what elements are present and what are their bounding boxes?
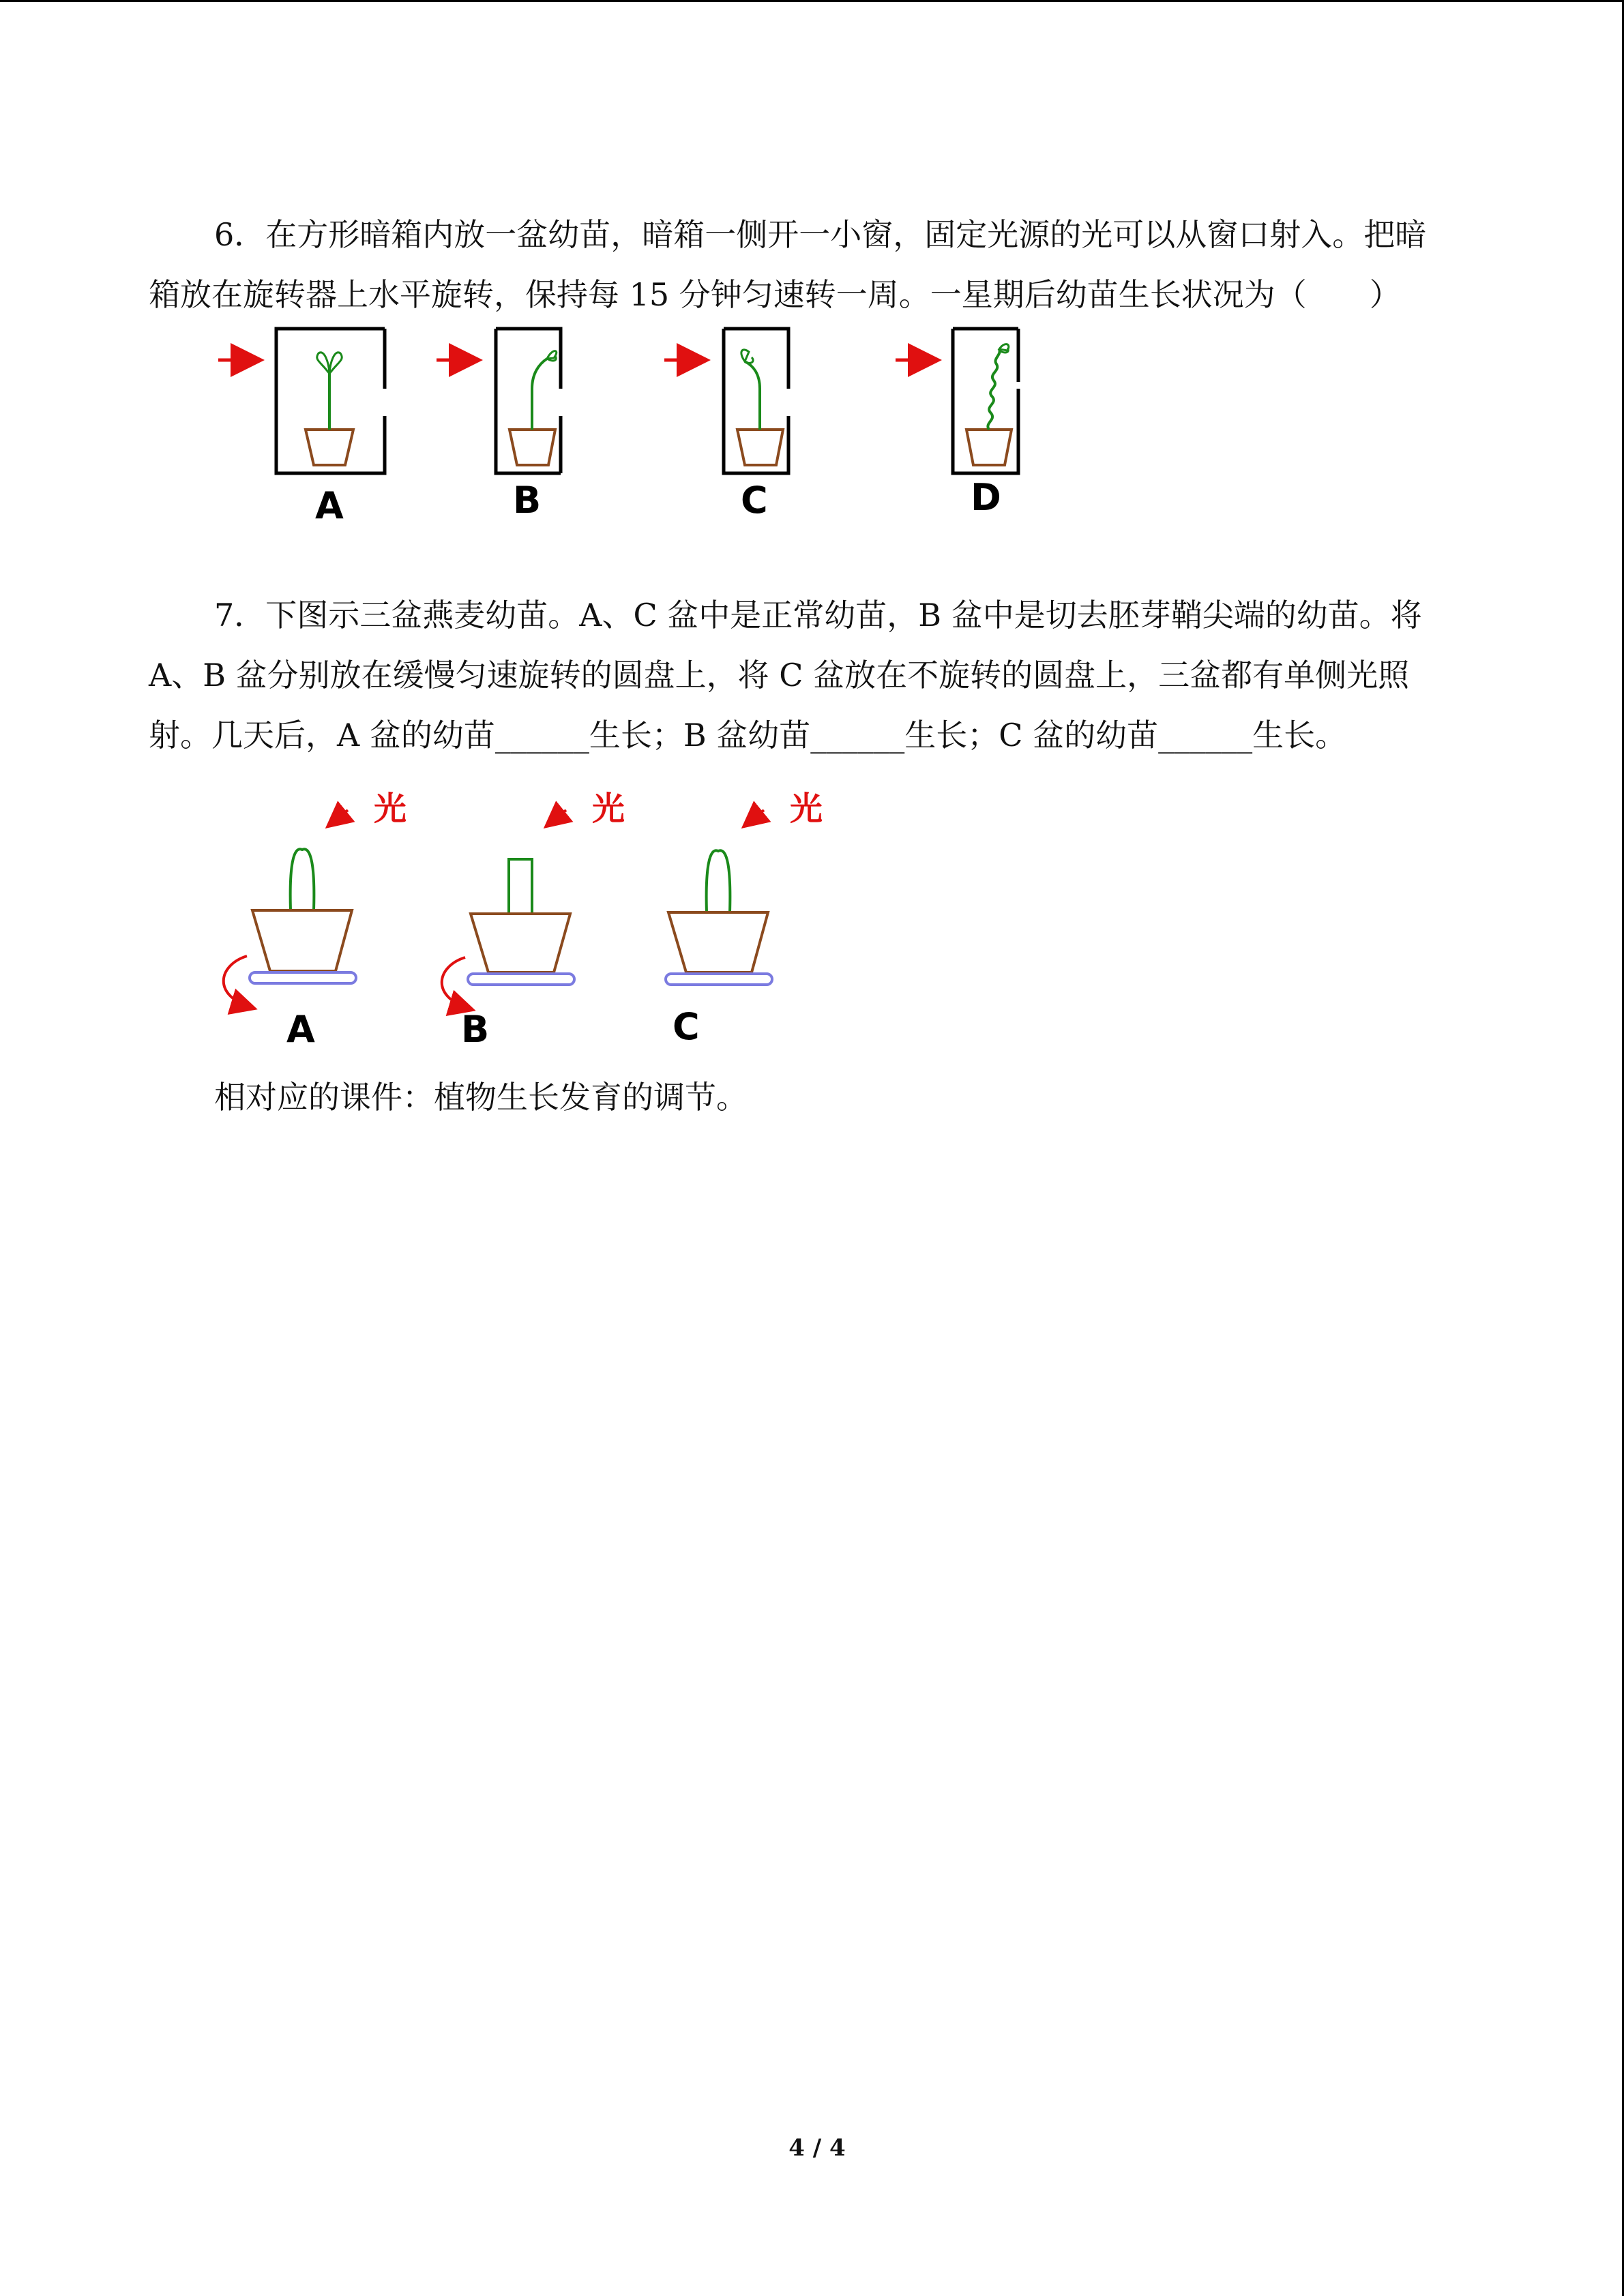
pot-label-c: C (673, 1005, 700, 1048)
oat-pot-c (666, 790, 823, 1048)
figure-label-a: A (315, 484, 344, 527)
cut-coleoptile-icon (509, 859, 532, 914)
turntable-icon (666, 974, 772, 985)
question-6-figure (211, 320, 1098, 532)
light-arrow-icon (548, 810, 566, 825)
pot-icon (252, 910, 352, 971)
pot-icon (306, 430, 353, 465)
coleoptile-icon (291, 849, 314, 910)
pot-icon (966, 430, 1012, 465)
pot-icon (668, 912, 768, 972)
light-label-a: 光 (374, 790, 407, 828)
light-arrow-icon (329, 810, 348, 825)
figure-box-d (896, 329, 1018, 519)
question-7-figure (205, 791, 887, 1050)
page-number: 4 / 4 (788, 2134, 846, 2162)
pot-label-b: B (461, 1008, 490, 1051)
light-label-b: 光 (592, 790, 625, 828)
light-label-c: 光 (790, 790, 823, 828)
figure-box-b (437, 329, 561, 522)
figure-box-c (664, 329, 788, 522)
coleoptile-icon (707, 850, 730, 912)
figure-label-d: D (971, 476, 1001, 519)
question-6-line-2: 箱放在旋转器上水平旋转，保持每 15 分钟匀速转一周。一星期后幼苗生长状况为（ ） (149, 276, 1401, 313)
figure-label-c: C (741, 479, 768, 522)
figure-label-b: B (513, 479, 542, 522)
question-7-line-2: A、B 盆分别放在缓慢匀速旋转的圆盘上，将 C 盆放在不旋转的圆盘上，三盆都有单侧光照 (149, 657, 1410, 694)
pot-icon (737, 430, 783, 465)
seedling-icon (988, 349, 999, 430)
oat-pot-b (442, 790, 625, 1051)
rotation-arrow-icon (442, 957, 471, 1009)
question-6-line-1: 6．在方形暗箱内放一盆幼苗，暗箱一侧开一小窗，固定光源的光可以从窗口射入。把暗 (214, 216, 1427, 253)
turntable-icon (250, 972, 356, 983)
question-6 (149, 205, 1486, 325)
pot-label-a: A (286, 1008, 315, 1051)
question-7 (149, 585, 1486, 765)
light-arrow-icon (745, 810, 764, 825)
figure-box-a (218, 329, 385, 527)
pot-icon (510, 430, 555, 465)
oat-pot-a (224, 790, 407, 1051)
question-7-line-3: 射。几天后，A 盆的幼苗______生长；B 盆幼苗______生长；C 盆的幼苗______生长。 (149, 717, 1347, 754)
seedling-icon (532, 359, 547, 430)
turntable-icon (468, 974, 574, 985)
courseware-note: 相对应的课件：植物生长发育的调节。 (214, 1079, 748, 1116)
rotation-arrow-icon (224, 956, 252, 1008)
seedling-icon (745, 361, 760, 430)
pot-icon (471, 914, 570, 972)
question-7-line-1: 7．下图示三盆燕麦幼苗。A、C 盆中是正常幼苗，B 盆中是切去胚芽鞘尖端的幼苗。将 (214, 597, 1422, 633)
